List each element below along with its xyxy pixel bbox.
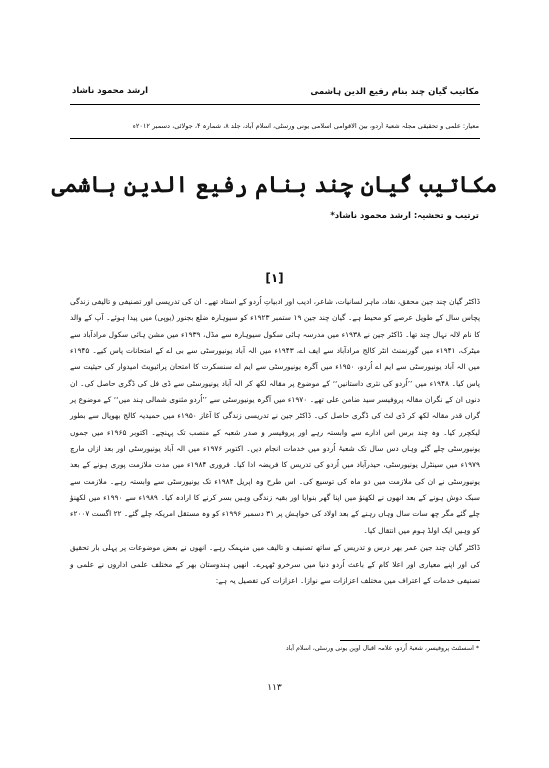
paragraph: ڈاکٹر گیان چند جین عمر بھر درس و تدریس کے ساتھ تصنیف و تالیف میں منہمک رہے۔ انھوں نے بعض موضوعات پر پہلی بار تحقیق کی اور اپنے معیاری اور اعلا کام کے باعث اُردو دنیا میں سرخرو ٹھہرے۔ انھیں ہندوستان بھر کے مختلف علمی اداروں نے علمی و تصنیفی خدمات کے اعتراف میں مختلف اعزازات سے نوازا۔ اعزازات کی تفصیل یہ ہے: — [70, 543, 480, 585]
journal-rule — [70, 138, 480, 139]
footnote: * اسسٹنٹ پروفیسر، شعبۂ اُردو، علامہ اقبال اوپن یونی ورسٹی، اسلام آباد — [285, 645, 479, 652]
page-number: ۱۱۳ — [267, 683, 282, 693]
paragraph: ڈاکٹر گیان چند جین محقق، نقاد، ماہر لسانیات، شاعر، ادیب اور ادبیاتِ اُردو کے استاد تھے۔ ان کی تدریسی اور تصنیفی و تالیفی زندگی پچاس سال کے طویل عرصے کو محیط ہے۔ گیان چند جین ۱۹ ستمبر ۱۹۲۳ء کو سیوہارہ ضلع بجنور (یوپی) میں پیدا ہوئے۔ آپ کے والد کا نام لالہ نہال چند تھا۔ ڈاکٹر جین نے ۱۹۳۸ء میں مدرسہ ہائی سکول سیوہارہ سے مڈل، ۱۹۳۹ء میں مشن ہائی سکول مرادآباد سے میٹرک، ۱۹۴۱ء میں گورنمنٹ انٹر کالج مرادآباد سے ایف اے، ۱۹۴۳ء میں الہ آباد یونیورسٹی سے بی اے کے امتحانات پاس کیے۔ ۱۹۴۵ء میں الہ آباد یونیورسٹی سے ایم اے اُردو، ۱۹۵۰ء میں آگرہ یونیورسٹی سے ایم اے سنسکرت کا امتحان پرائیویٹ امیدوار کی حیثیت سے پاس کیا۔ ۱۹۴۸ء میں ’’اُردو کی نثری داستانیں‘‘ کے موضوع پر مقالہ لکھ کر الہ آباد یونیورسٹی سے ڈی فل کی ڈگری حاصل کی۔ ان دنوں ان کے نگران مقالہ پروفیسر سید ضامن علی تھے۔ ۱۹۷۰ء میں آگرہ یونیورسٹی سے ’’اُردو مثنوی شمالی ہند میں‘‘ کے موضوع پر گراں قدر مقالہ لکھ کر ڈی لٹ کی ڈگری حاصل کی۔ ڈاکٹر جین نے تدریسی زندگی کا آغاز ۱۹۵۰ء میں حمیدیہ کالج بھوپال سے بطور لیکچرر کیا۔ وہ چند برس اس ادارے سے وابستہ رہے اور پروفیسر و صدر شعبہ کے منصب تک پہنچے۔ اکتوبر ۱۹۶۵ء میں جموں یونیورسٹی چلے گئے وہاں دس سال تک شعبۂ اُردو میں خدمات انجام دیں۔ اکتوبر ۱۹۷۶ء میں الہ آباد یونیورسٹی اور بعد ازاں مارچ ۱۹۷۹ء میں سینٹرل یونیورسٹی، حیدرآباد میں اُردو کی تدریس کا فریضہ ادا کیا۔ فروری ۱۹۸۴ء میں مدت ملازمت پوری ہونے کے بعد یونیورسٹی نے ان کی ملازمت میں دو ماہ کی توسیع کی۔ اس طرح وہ اپریل ۱۹۸۴ء تک یونیورسٹی سے وابستہ رہے۔ ملازمت سے سبک دوش ہونے کے بعد انھوں نے لکھنؤ میں اپنا گھر بنوایا اور بقیہ زندگی وہیں بسر کرنے کا ارادہ کیا۔ ۱۹۸۹ء سے ۱۹۹۰ء میں لکھنؤ چلے گئے مگر چھ سات سال وہاں رہنے کے بعد اولاد کی خواہش پر ۳۱ دسمبر ۱۹۹۶ء کو وہ مستقل امریکہ چلے گئے۔ ۲۲ اگست ۲۰۰۷ء کو وہیں ایک اولڈ ہوم میں انتقال کیا۔ — [70, 297, 481, 535]
running-author: ارشد محمود ناشاد — [72, 86, 149, 96]
footnote-rule — [340, 640, 480, 641]
article-byline: ترتیب و تحشیہ: ارشد محمود ناشاد* — [330, 211, 479, 221]
section-number: [۱] — [265, 271, 284, 285]
header-rule — [70, 104, 480, 105]
article-body — [70, 294, 480, 589]
article-title: مکاتیب گیان چند بنام رفیع الدین ہاشمی — [51, 172, 498, 198]
running-title: مکاتیب گیان چند بنام رفیع الدین ہاشمی — [310, 87, 479, 97]
journal-citation: معیار: علمی و تحقیقی مجلہ شعبۂ اُردو، بین الاقوامی اسلامی یونی ورسٹی، اسلام آباد، جلد ۸، شمارہ ۴، جولائی، دسمبر ۲۰۱۲ء — [132, 122, 479, 130]
